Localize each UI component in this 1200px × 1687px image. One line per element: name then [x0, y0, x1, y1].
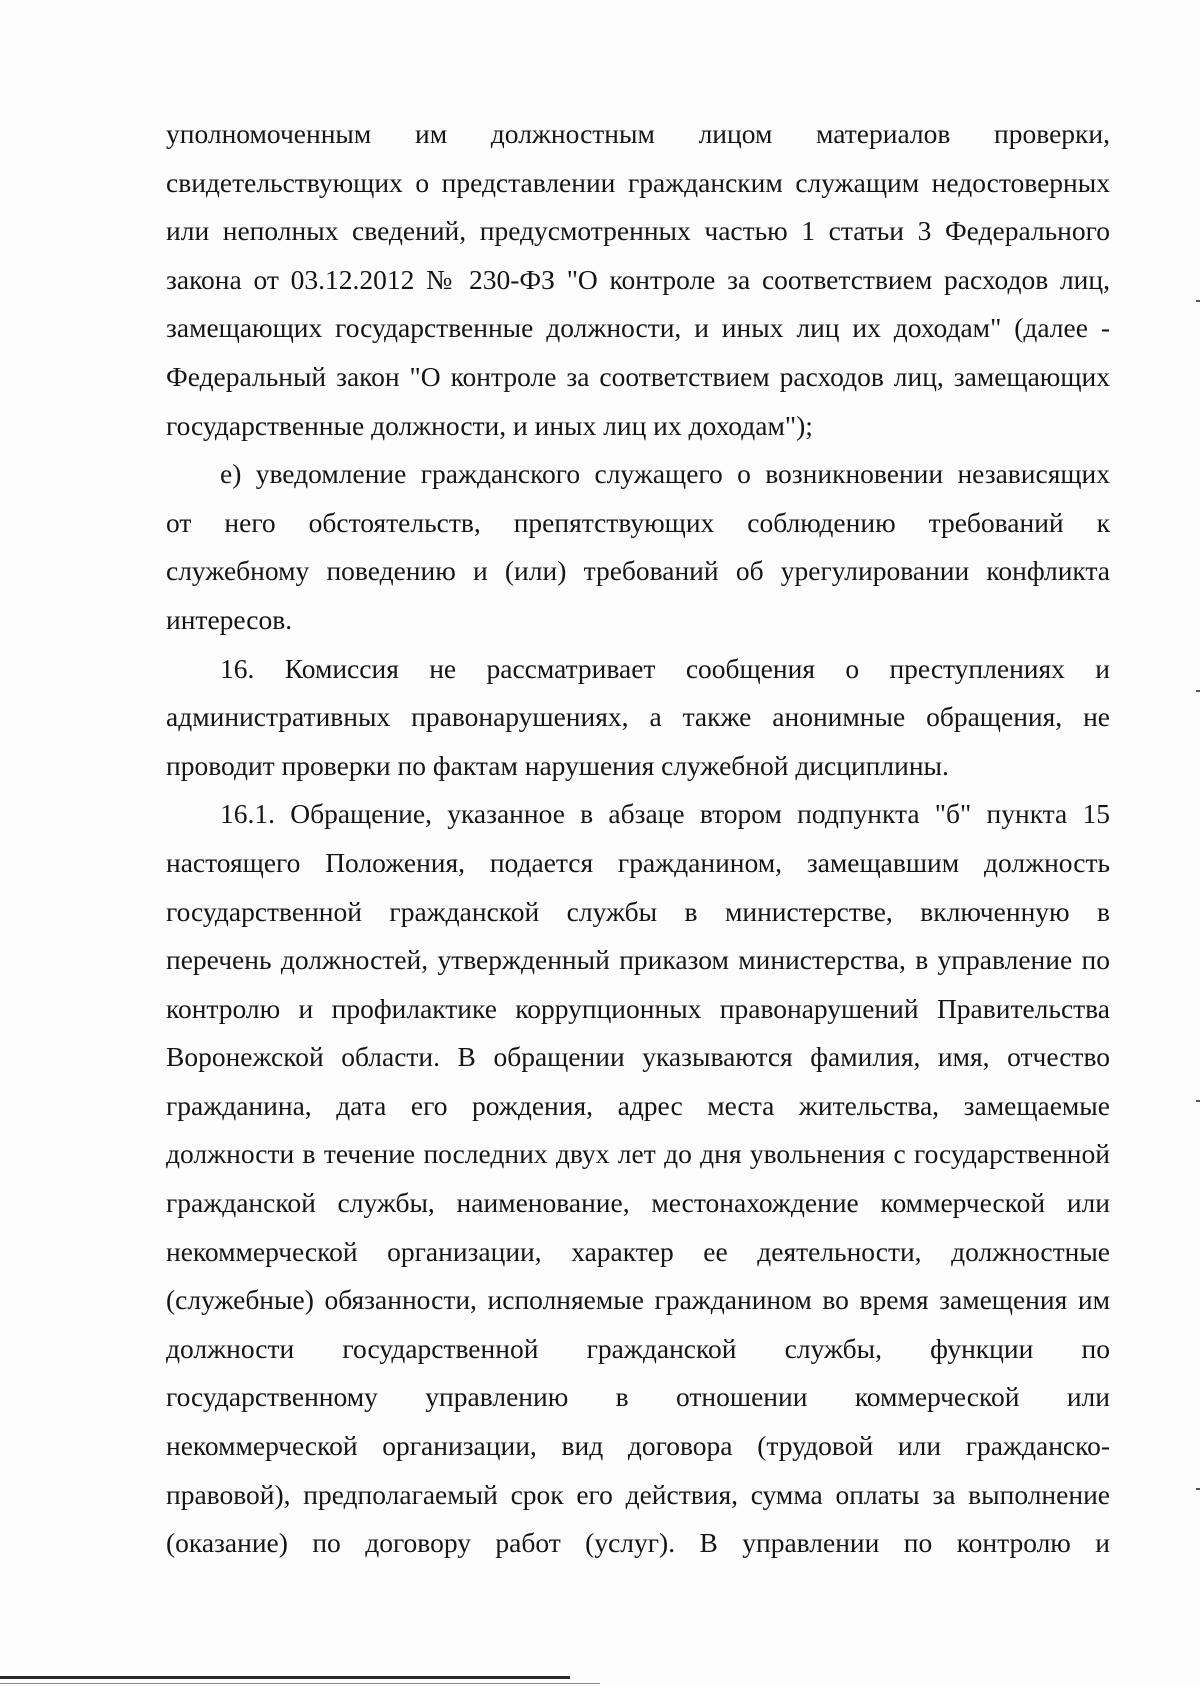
text-line: е) уведомление гражданского служащего о возникновении независящих [220, 458, 1110, 490]
text-line: административных правонарушениях, а также анонимные обращения, не [166, 701, 1110, 733]
text-line: Воронежской области. В обращении указываются фамилия, имя, отчество [166, 1041, 1110, 1073]
page-bottom-rule [0, 1676, 570, 1679]
text-line: правовой), предполагаемый срок его действия, сумма оплаты за выполнение [166, 1478, 1110, 1510]
text-line: должности в течение последних двух лет до дня увольнения с государственной [166, 1138, 1110, 1170]
text-line: перечень должностей, утвержденный приказом министерства, в управление по [166, 944, 1110, 976]
text-line: интересов. [166, 603, 293, 635]
paragraph [166, 450, 1110, 644]
scan-edge-mark [1196, 690, 1200, 692]
text-line: проводит проверки по фактам нарушения служебной дисциплины. [166, 749, 949, 781]
text-line: от него обстоятельств, препятствующих соблюдению требований к [166, 506, 1110, 538]
text-line: закона от 03.12.2012 № 230-ФЗ "О контроле за соответствием расходов лиц, [166, 263, 1110, 295]
text-line: некоммерческой организации, характер ее деятельности, должностные [166, 1235, 1110, 1267]
text-line: 16. Комиссия не рассматривает сообщения о преступлениях и [220, 652, 1110, 684]
text-line: контролю и профилактике коррупционных правонарушений Правительства [166, 992, 1110, 1024]
text-line: государственной гражданской службы в министерстве, включенную в [166, 895, 1110, 927]
text-line: 16.1. Обращение, указанное в абзаце втором подпункта "б" пункта 15 [220, 798, 1110, 830]
text-line: (оказание) по договору работ (услуг). В управлении по контролю и [166, 1527, 1110, 1559]
text-line: гражданской службы, наименование, местонахождение коммерческой или [166, 1187, 1110, 1219]
paragraph [166, 645, 1110, 791]
document-body [166, 110, 1110, 1568]
scan-edge-mark [1196, 1100, 1200, 1102]
text-line: государственные должности, и иных лиц их доходам"); [166, 409, 813, 441]
paragraph [166, 790, 1110, 1568]
text-line: настоящего Положения, подается гражданином, замещавшим должность [166, 846, 1110, 878]
text-line: должности государственной гражданской службы, функции по [166, 1332, 1110, 1364]
text-line: Федеральный закон "О контроле за соответствием расходов лиц, замещающих [166, 360, 1110, 392]
text-line: замещающих государственные должности, и иных лиц их доходам" (далее - [166, 312, 1110, 344]
text-line: некоммерческой организации, вид договора (трудовой или гражданско- [166, 1430, 1110, 1462]
scan-edge-mark [1196, 300, 1200, 302]
text-line: служебному поведению и (или) требований об урегулировании конфликта [166, 555, 1110, 587]
text-line: свидетельствующих о представлении гражданским служащим недостоверных [166, 166, 1110, 198]
scan-edge-mark [1196, 1488, 1200, 1490]
page-bottom-rule-thin [0, 1683, 600, 1684]
text-line: государственному управлению в отношении коммерческой или [166, 1381, 1110, 1413]
text-line: уполномоченным им должностным лицом материалов проверки, [166, 118, 1110, 149]
text-line: гражданина, дата его рождения, адрес места жительства, замещаемые [166, 1089, 1110, 1121]
paragraph [166, 110, 1110, 450]
text-line: (служебные) обязанности, исполняемые гражданином во время замещения им [166, 1284, 1110, 1316]
text-line: или неполных сведений, предусмотренных частью 1 статьи 3 Федерального [166, 215, 1110, 247]
